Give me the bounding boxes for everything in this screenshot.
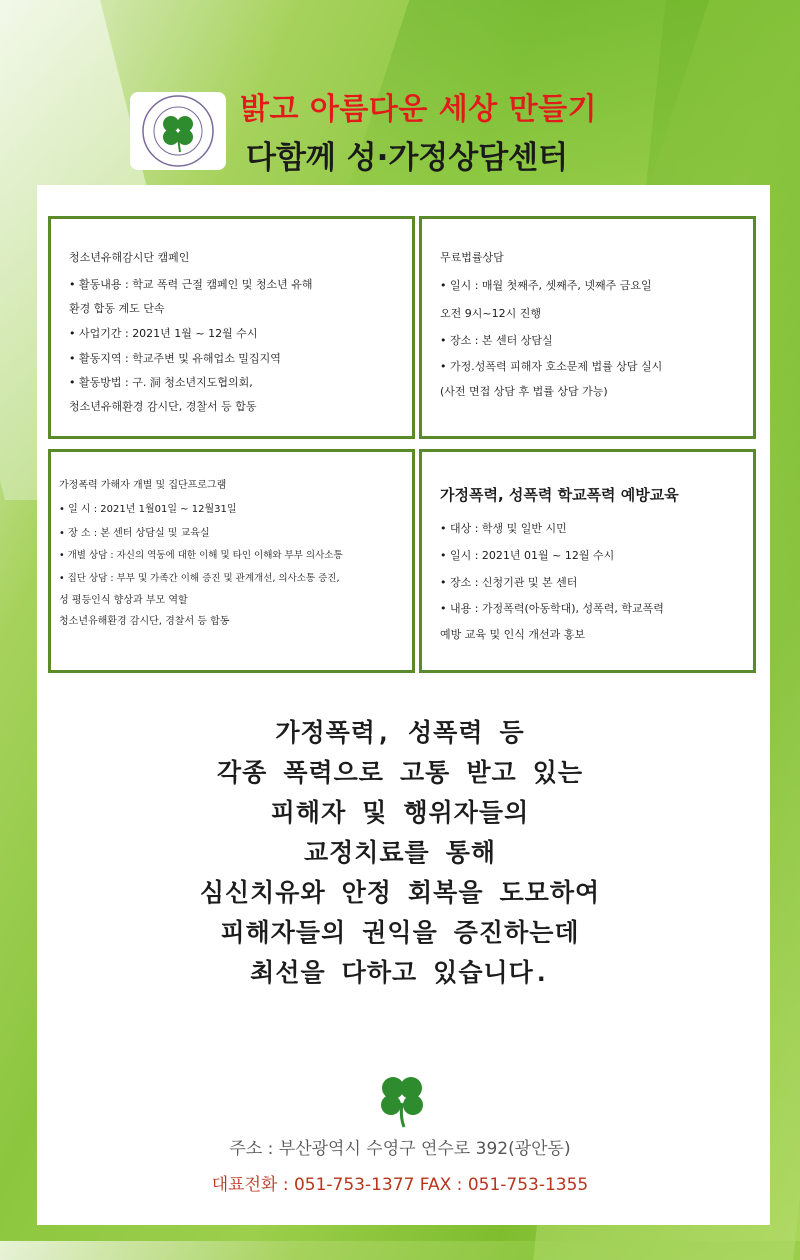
program-line: 청소년유해환경 감시단, 경찰서 등 합동: [69, 400, 257, 413]
program-line: 예방 교육 및 인식 개선과 홍보: [440, 628, 585, 641]
program-line: 청소년유해환경 감시단, 경찰서 등 합동: [59, 616, 230, 627]
clover-logo-icon: [130, 92, 226, 170]
mission-line: 최선을 다하고 있습니다.: [250, 958, 550, 987]
program-line: • 가정.성폭력 피해자 호소문제 법률 상담 실시: [440, 360, 663, 373]
program-title: 가정폭력, 성폭력 학교폭력 예방교육: [440, 486, 679, 504]
program-line: • 장소 : 신청기관 및 본 센터: [440, 576, 578, 589]
program-title: 가정폭력 가해자 개별 및 집단프로그램: [59, 480, 227, 491]
mission-line: 피해자 및 행위자들의: [270, 798, 530, 827]
program-box-offender-program: [48, 449, 415, 673]
program-line: • 일시 : 매월 첫째주, 셋째주, 넷째주 금요일: [440, 279, 652, 292]
program-line: • 사업기간 : 2021년 1월 ~ 12월 수시: [69, 327, 258, 340]
program-line: • 개별 상담 : 자신의 역동에 대한 이해 및 타인 이해와 부부 의사소통: [59, 550, 343, 561]
program-line: • 활동지역 : 학교주변 및 유해업소 밀집지역: [69, 352, 281, 365]
program-line: • 활동내용 : 학교 폭력 근절 캠페인 및 청소년 유해: [69, 278, 313, 291]
mission-line: 심신치유와 안정 회복을 도모하여: [199, 878, 601, 907]
program-title: 무료법률상담: [440, 251, 504, 264]
program-line: • 장소 : 본 센터 상담실: [440, 334, 553, 347]
address-text: 주소 : 부산광역시 수영구 연수로 392(광안동): [229, 1139, 571, 1159]
program-title: 청소년유해감시단 캠페인: [69, 251, 190, 264]
mission-line: 가정폭력, 성폭력 등: [275, 718, 525, 747]
program-line: • 내용 : 가정폭력(아동학대), 성폭력, 학교폭력: [440, 602, 664, 615]
center-logo: [130, 92, 226, 170]
program-line: • 대상 : 학생 및 일반 시민: [440, 522, 567, 535]
program-line: • 장 소 : 본 센터 상담실 및 교육실: [59, 528, 210, 539]
program-box-youth-campaign: [48, 216, 415, 439]
program-line: • 일시 : 2021년 01월 ~ 12월 수시: [440, 549, 615, 562]
phone-fax-text: 대표전화 : 051-753-1377 FAX : 051-753-1355: [211, 1175, 589, 1195]
clover-icon: [378, 1075, 426, 1131]
mission-line: 각종 폭력으로 고통 받고 있는: [216, 758, 583, 787]
slogan: 밝고 아름다운 세상 만들기: [240, 92, 598, 127]
program-line: 오전 9시~12시 진행: [440, 307, 541, 320]
program-line: • 집단 상담 : 부부 및 가족간 이해 증진 및 관계개선, 의사소통 증진,: [59, 573, 340, 584]
program-box-legal-consult: [419, 216, 756, 439]
program-line: (사전 면접 상담 후 법률 상담 가능): [440, 385, 608, 398]
content-panel: [37, 185, 770, 1225]
program-line: 성 평등인식 향상과 부모 역할: [59, 595, 188, 606]
mission-line: 피해자들의 권익을 증진하는데: [220, 918, 580, 947]
program-line: 환경 합동 계도 단속: [69, 302, 165, 315]
program-line: • 일 시 : 2021년 1월01일 ~ 12월31일: [59, 504, 237, 515]
mission-line: 교정치료를 통해: [303, 838, 497, 867]
program-line: • 활동방법 : 구. 洞 청소년지도협의회,: [69, 376, 253, 389]
program-box-prevention-education: [419, 449, 756, 673]
center-name: 다함께 성·가정상담센터: [246, 140, 569, 176]
